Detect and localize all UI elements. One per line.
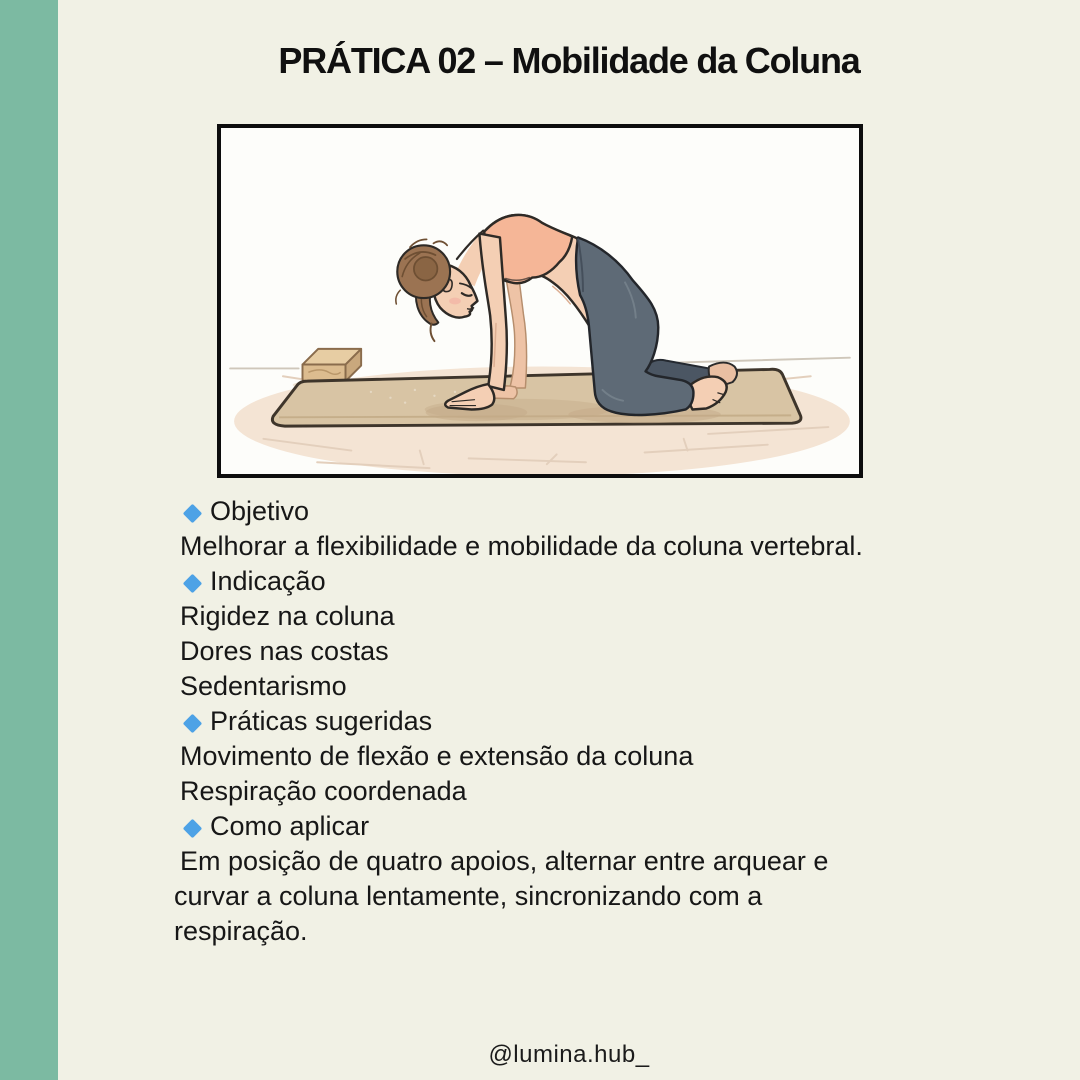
section-item: Em posição de quatro apoios, alternar entre arquear e curvar a coluna lentamente, sincronizando com a respiração. <box>174 846 829 946</box>
diamond-bullet-icon <box>183 819 203 839</box>
section-heading-label: Como aplicar <box>210 811 370 841</box>
section-item: Dores nas costas <box>180 636 389 666</box>
section-heading-praticas <box>174 704 874 739</box>
pose-illustration <box>221 128 859 474</box>
content-text <box>174 494 874 949</box>
section-heading-label: Objetivo <box>210 496 310 526</box>
section-heading-indicacao <box>174 564 874 599</box>
section-item: Movimento de flexão e extensão da coluna <box>180 741 694 771</box>
section-heading-objetivo <box>174 494 874 529</box>
section-item: Rigidez na coluna <box>180 601 395 631</box>
diamond-bullet-icon <box>183 504 203 524</box>
pose-illustration-frame <box>217 124 863 478</box>
diamond-bullet-icon <box>183 714 203 734</box>
section-item: Melhorar a flexibilidade e mobilidade da coluna vertebral. <box>180 531 863 561</box>
footer-handle: @lumina.hub_ <box>488 1041 650 1068</box>
diamond-bullet-icon <box>183 574 203 594</box>
page-title: PRÁTICA 02 – Mobilidade da Coluna <box>278 40 860 81</box>
section-heading-label: Práticas sugeridas <box>210 706 433 736</box>
section-heading-label: Indicação <box>210 566 326 596</box>
left-accent-bar <box>0 0 58 1080</box>
section-item: Sedentarismo <box>180 671 347 701</box>
section-heading-como-aplicar <box>174 809 874 844</box>
section-item: Respiração coordenada <box>180 776 467 806</box>
